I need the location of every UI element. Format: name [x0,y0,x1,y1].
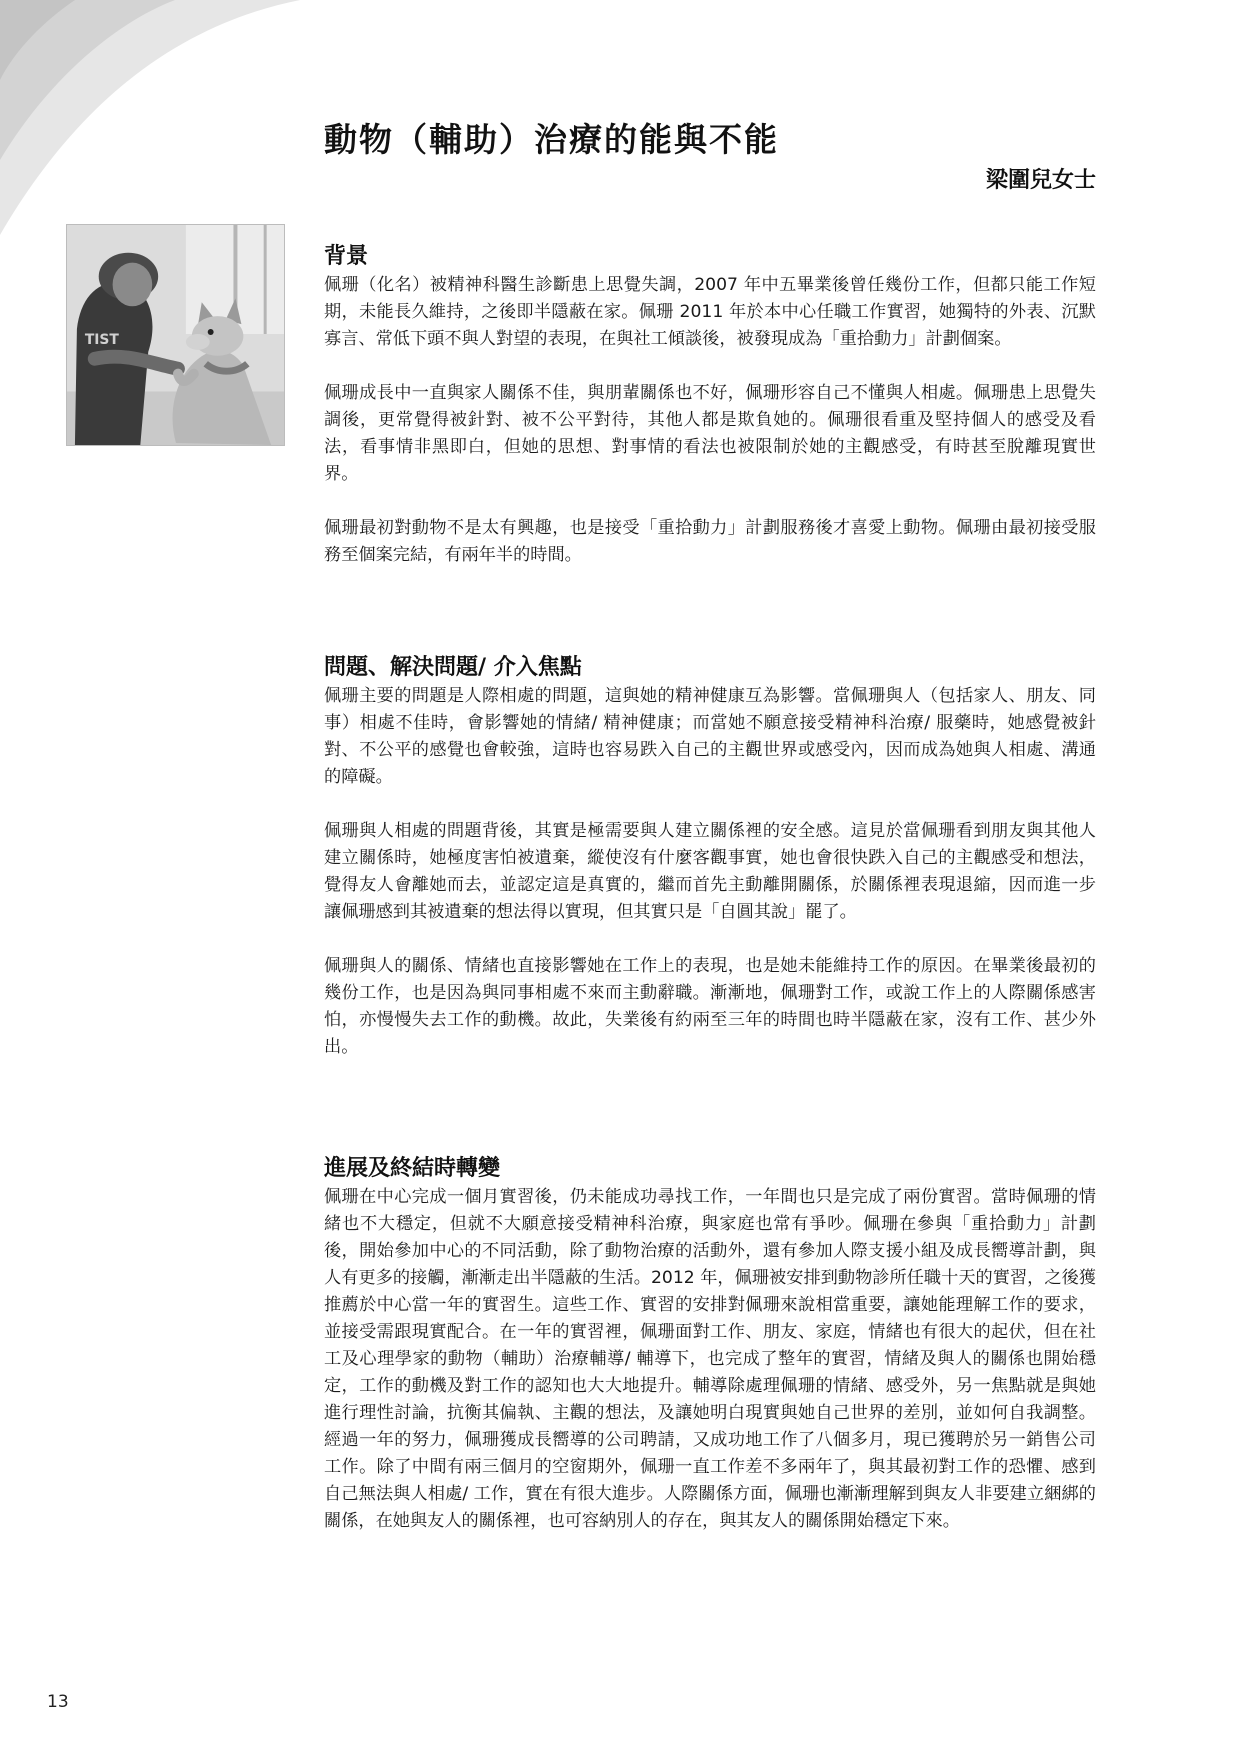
paragraph: 佩珊與人相處的問題背後，其實是極需要與人建立關係裡的安全感。這見於當佩珊看到朋友與其他人建立關係時，她極度害怕被遺棄，縱使沒有什麼客觀事實，她也會很快跌入自己的主觀感受和想法，覺得友人會離她而去，並認定這是真實的，繼而首先主動離開關係，於關係裡表現退縮，因而進一步讓佩珊感到其被遺棄的想法得以實現，但其實只是「自圓其說」罷了。 [324,821,1096,922]
paragraph: 佩珊（化名）被精神科醫生診斷患上思覺失調，2007 年中五畢業後曾任幾份工作，但都只能工作短期，未能長久維持，之後即半隱蔽在家。佩珊 2011 年於本中心任職工作實習，她獨特的外表、沉默寡言、常低下頭不與人對望的表現，在與社工傾談後，被發現成為「重拾動力」計劃個案。 [324,275,1096,349]
svg-text:TIST: TIST [84,331,119,348]
section-heading: 進展及終結時轉變 [324,1156,501,1181]
person-with-dog-photo [66,224,285,446]
section-heading: 問題、解決問題/ 介入焦點 [324,655,582,680]
section-problems-intervention [324,653,1096,1061]
section-progress-outcome [324,1154,1096,1535]
paragraph: 佩珊最初對動物不是太有興趣，也是接受「重拾動力」計劃服務後才喜愛上動物。佩珊由最初接受服務至個案完結，有兩年半的時間。 [324,518,1096,565]
article-author: 梁圍兒女士 [985,168,1096,193]
section-background [324,242,1096,569]
corner-swoosh-decoration [0,0,340,240]
article-title: 動物（輔助）治療的能與不能 [324,120,779,159]
page-number: 13 [47,1692,69,1712]
paragraph: 佩珊成長中一直與家人關係不佳，與朋輩關係也不好，佩珊形容自己不懂與人相處。佩珊患上思覺失調後，更常覺得被針對、被不公平對待，其他人都是欺負她的。佩珊很看重及堅持個人的感受及看法，看事情非黑即白，但她的思想、對事情的看法也被限制於她的主觀感受，有時甚至脫離現實世界。 [324,383,1096,484]
section-heading: 背景 [324,244,369,269]
paragraph: 佩珊在中心完成一個月實習後，仍未能成功尋找工作，一年間也只是完成了兩份實習。當時佩珊的情緒也不大穩定，但就不大願意接受精神科治療，與家庭也常有爭吵。佩珊在參與「重拾動力」計劃後，開始參加中心的不同活動，除了動物治療的活動外，還有參加人際支援小組及成長嚮導計劃，與人有更多的接觸，漸漸走出半隱蔽的生活。2012 年，佩珊被安排到動物診所任職十天的實習，之後獲推薦於中心當一年的實習生。這些工作、實習的安排對佩珊來說相當重要，讓她能理解工作的要求，並接受需跟現實配合。在一年的實習裡，佩珊面對工作、朋友、家庭，情緒也有很大的起伏，但在社工及心理學家的動物（輔助）治療輔導/ 輔導下，也完成了整年的實習，情緒及與人的關係也開始穩定，工作的動機及對工作的認知也大大地提升。輔導除處理佩珊的情緒、感受外，另一焦點就是與她進行理性討論，抗衡其偏執、主觀的想法，及讓她明白現實與她自己世界的差別，並如何自我調整。經過一年的努力，佩珊獲成長嚮導的公司聘請，又成功地工作了八個多月，現已獲聘於另一銷售公司工作。除了中間有兩三個月的空窗期外，佩珊一直工作差不多兩年了，與其最初對工作的恐懼、感到自己無法與人相處/ 工作，實在有很大進步。人際關係方面，佩珊也漸漸理解到與友人非要建立綑綁的關係，在她與友人的關係裡，也可容納別人的存在，與其友人的關係開始穩定下來。 [324,1187,1096,1531]
paragraph: 佩珊與人的關係、情緒也直接影響她在工作上的表現，也是她未能維持工作的原因。在畢業後最初的幾份工作，也是因為與同事相處不來而主動辭職。漸漸地，佩珊對工作，或說工作上的人際關係感害怕，亦慢慢失去工作的動機。故此，失業後有約兩至三年的時間也時半隱蔽在家，沒有工作、甚少外出。 [324,956,1096,1057]
paragraph: 佩珊主要的問題是人際相處的問題，這與她的精神健康互為影響。當佩珊與人（包括家人、朋友、同事）相處不佳時，會影響她的情緒/ 精神健康；而當她不願意接受精神科治療/ 服藥時，她感覺被針對、不公平的感覺也會較強，這時也容易跌入自己的主觀世界或感受內，因而成為她與人相處、溝通的障礙。 [324,686,1096,787]
